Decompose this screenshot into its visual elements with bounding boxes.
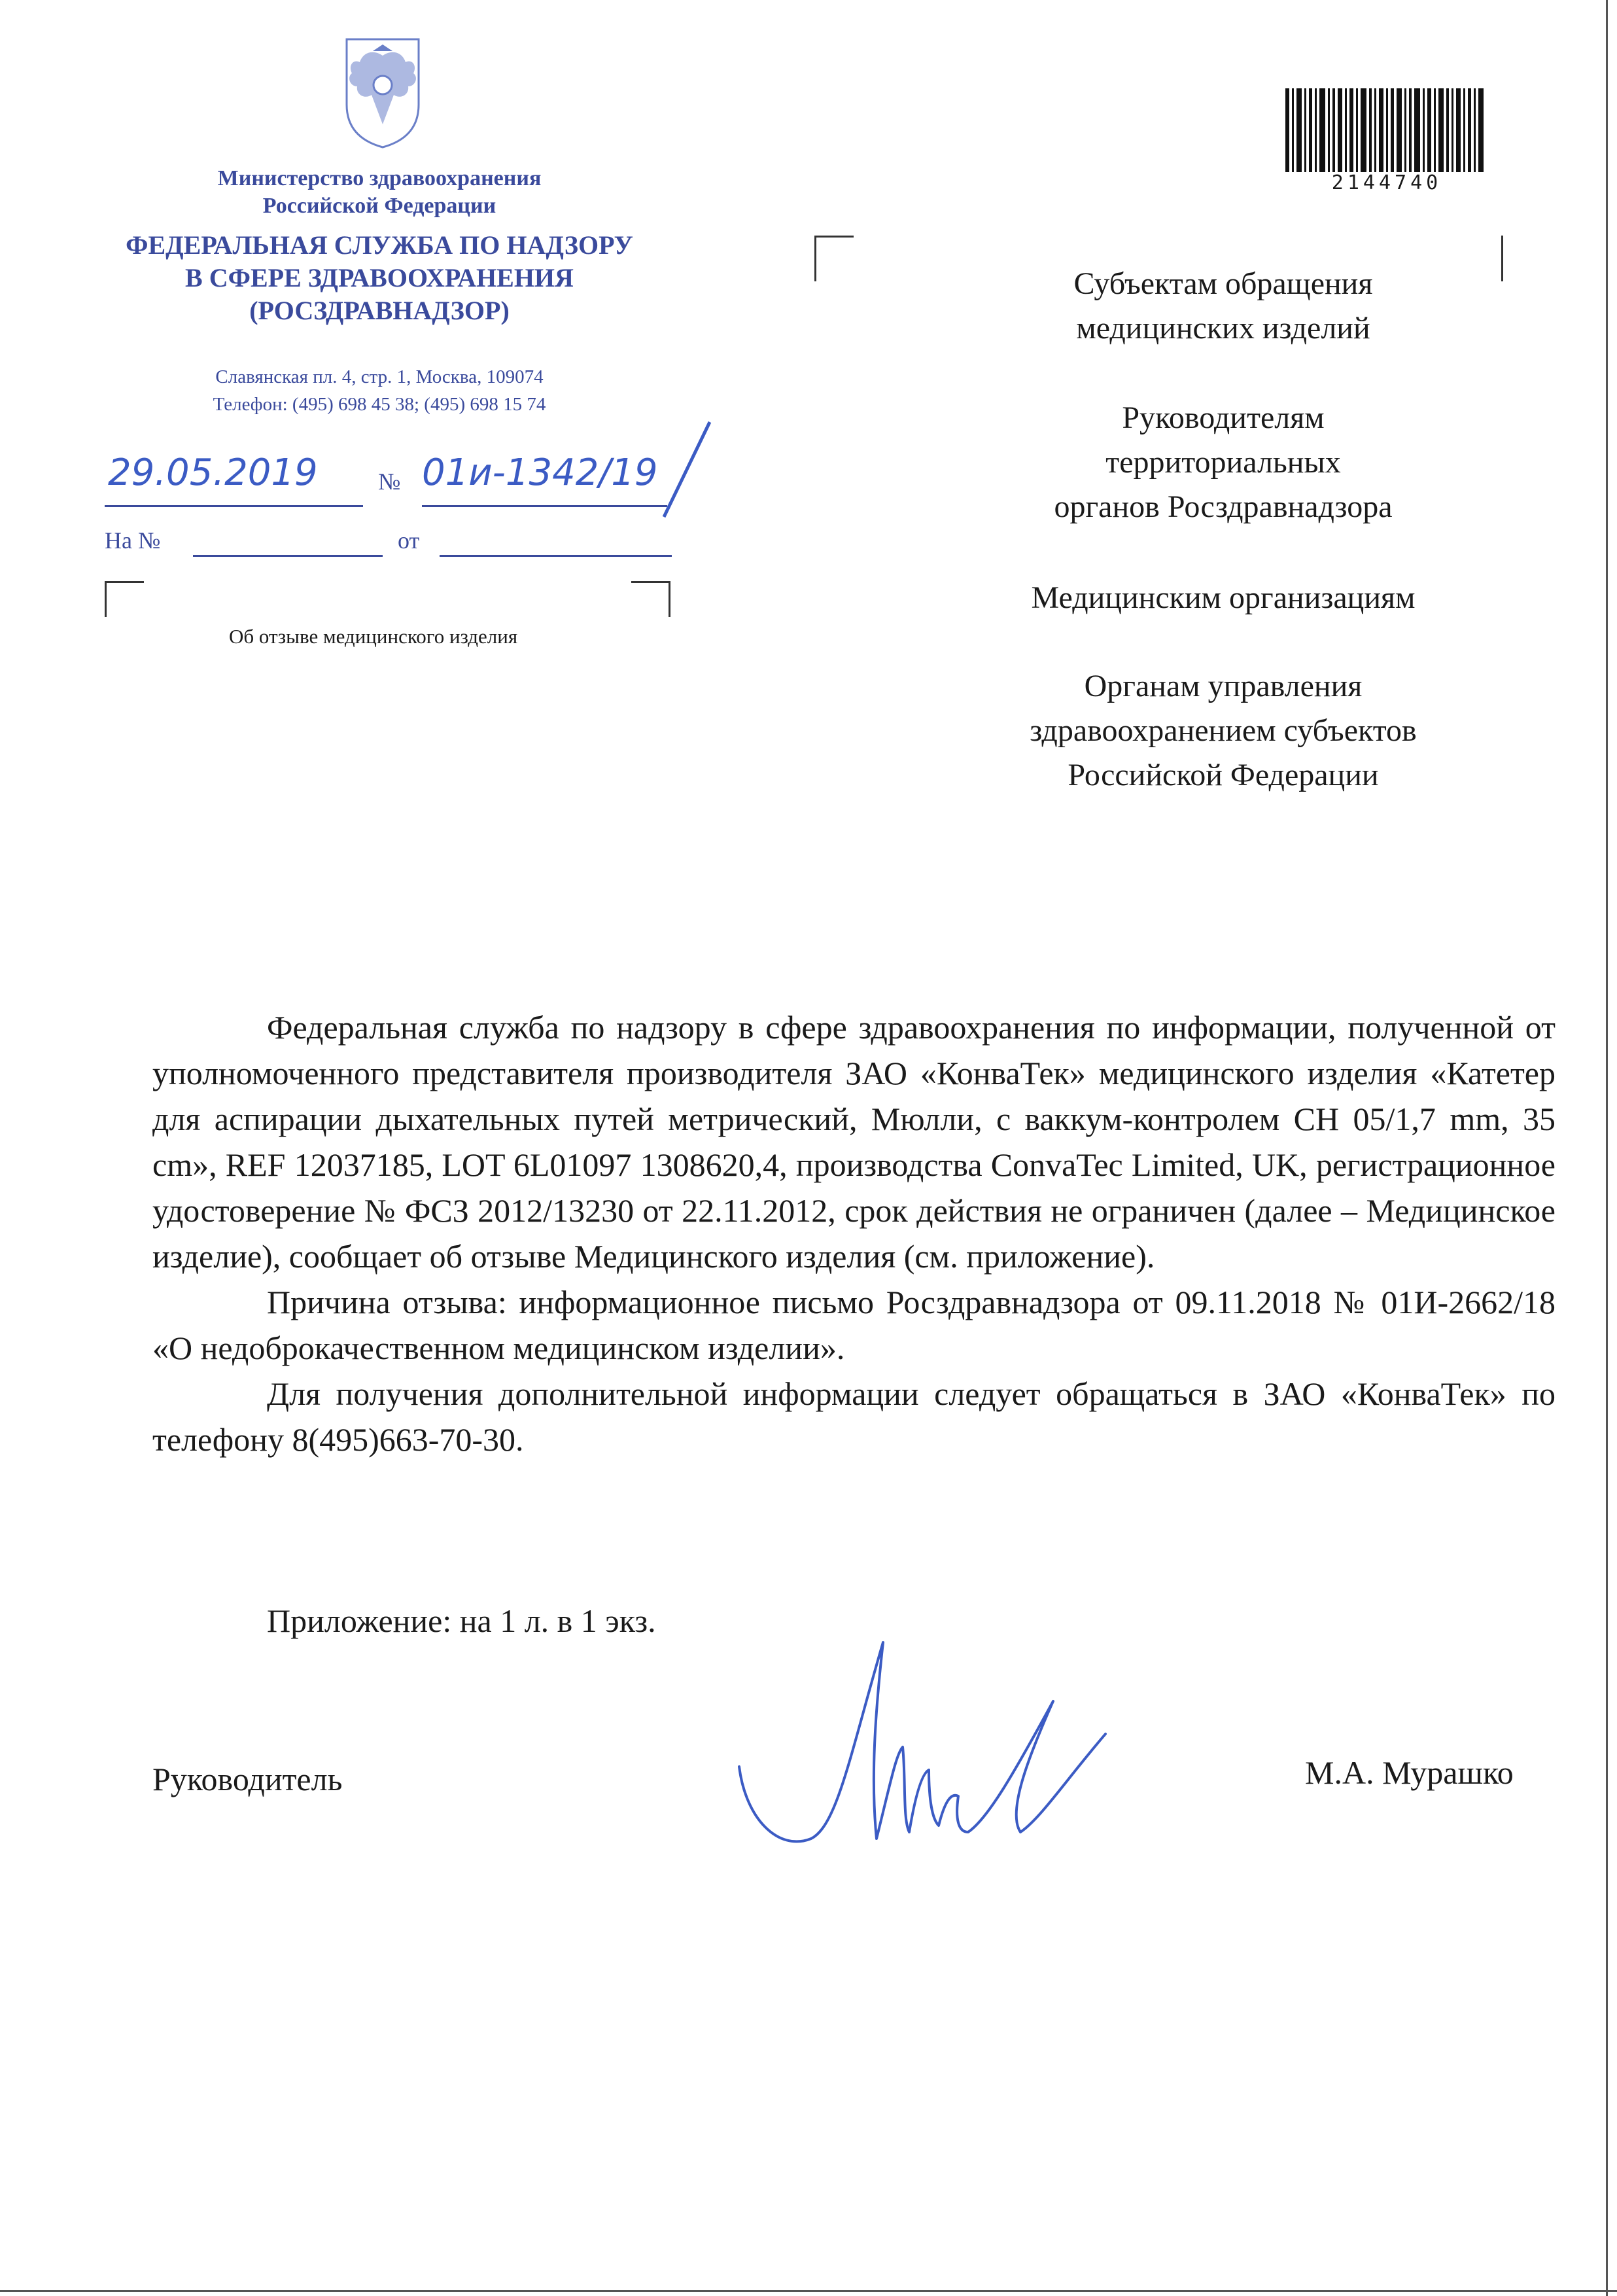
registration-number: 01и-1342/19 — [422, 451, 658, 494]
barcode-number: 2144740 — [1331, 171, 1442, 194]
registration-date: 29.05.2019 — [108, 451, 318, 494]
ministry-name: Министерство здравоохранения Российской Федерации — [217, 166, 542, 218]
letter-subject: Об отзыве медицинского изделия — [229, 625, 518, 648]
body-paragraph-1: Федеральная служба по надзору в сфере здравоохранения по информации, полученной от уполномоченного представителя производителя ЗАО «КонваТек» медицинского изделия «Катетер для аспирации дыхательных путей метрический, Мюлли, с ваккум-контролем CH 05/1,7 mm, 35 cm», REF 12037185, LOT 6L01097 1308620,4, производства ConvaTec Limited, UK, регистрационное удостоверение № ФСЗ 2012/13230 от 22.11.2012, срок действия не ограничен (далее – Медицинское изделие), сообщает об отзыве Медицинского изделия (см. приложение). — [152, 1009, 1556, 1275]
recipient-group-3: Медицинским организациям — [1031, 580, 1416, 615]
body-paragraph-3: Для получения дополнительной информации следует обращаться в ЗАО «КонваТек» по телефону 8(495)663-70-30. — [152, 1375, 1556, 1458]
service-name: ФЕДЕРАЛЬНАЯ СЛУЖБА ПО НАДЗОРУ В СФЕРЕ ЗДРАВООХРАНЕНИЯ (РОСЗДРАВНАДЗОР) — [126, 230, 633, 325]
body-paragraph-2: Причина отзыва: информационное письмо Росздравнадзора от 09.11.2018 № 01И-2662/18 «О недоброкачественном медицинском изделии». — [152, 1284, 1556, 1366]
barcode — [1285, 88, 1488, 172]
reply-number-label: На № — [105, 527, 161, 554]
registration-number-label: № — [378, 468, 401, 495]
handwritten-signature — [726, 1623, 1119, 1871]
number-slash-stroke — [657, 419, 716, 523]
attachment-note: Приложение: на 1 л. в 1 экз. — [267, 1602, 656, 1639]
signer-name: М.А. Мурашко — [1305, 1754, 1514, 1791]
recipient-group-1: Субъектам обращения медицинских изделий — [1073, 266, 1373, 345]
coat-of-arms-icon — [334, 26, 432, 150]
recipient-group-4: Органам управления здравоохранением субъектов Российской Федерации — [1030, 669, 1417, 792]
service-address: Славянская пл. 4, стр. 1, Москва, 109074 Телефон: (495) 698 45 38; (495) 698 15 74 — [213, 366, 546, 415]
reply-from-label: от — [398, 527, 420, 554]
signer-position: Руководитель — [152, 1761, 343, 1797]
letter-body — [152, 1004, 1556, 1462]
recipient-group-2: Руководителям территориальных органов Росздравнадзора — [1054, 400, 1393, 524]
